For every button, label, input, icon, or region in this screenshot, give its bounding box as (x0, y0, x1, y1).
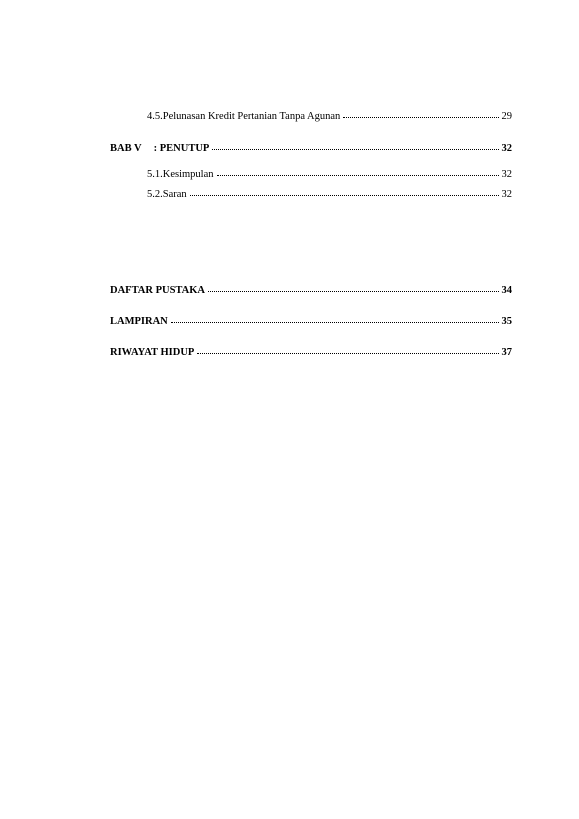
toc-entry-page: 32 (501, 169, 512, 180)
toc-dot-leader (343, 117, 498, 118)
chapter-title: : PENUTUP (153, 143, 210, 154)
toc-entry-daftar-pustaka[interactable] (110, 284, 512, 297)
toc-entry-page: 32 (501, 143, 512, 154)
toc-dot-leader (197, 353, 498, 354)
toc-dot-leader (212, 149, 498, 150)
toc-entry-page: 37 (501, 347, 512, 358)
toc-entry-title: 4.5.Pelunasan Kredit Pertanian Tanpa Agunan (147, 111, 341, 122)
chapter-number: BAB V (110, 143, 142, 154)
toc-entry-page: 29 (501, 111, 512, 122)
toc-entry-title: 5.2.Saran (147, 189, 187, 200)
toc-entry-5-1[interactable] (147, 168, 512, 181)
toc-entry-page: 32 (501, 189, 512, 200)
toc-entry-5-2[interactable] (147, 188, 512, 201)
toc-entry-lampiran[interactable] (110, 315, 512, 328)
toc-entry-4-5[interactable] (147, 110, 512, 123)
toc-entry-title: 5.1.Kesimpulan (147, 169, 214, 180)
toc-entry-riwayat-hidup[interactable] (110, 346, 512, 359)
toc-entry-title (110, 142, 212, 155)
toc-dot-leader (190, 195, 499, 196)
toc-dot-leader (217, 175, 499, 176)
toc-entry-bab-v[interactable] (110, 142, 512, 155)
toc-entry-title: RIWAYAT HIDUP (110, 347, 195, 358)
toc-dot-leader (171, 322, 499, 323)
toc-entry-title: DAFTAR PUSTAKA (110, 285, 205, 296)
toc-dot-leader (208, 291, 499, 292)
toc-entry-page: 34 (501, 285, 512, 296)
toc-entry-title: LAMPIRAN (110, 316, 168, 327)
toc-entry-page: 35 (501, 316, 512, 327)
